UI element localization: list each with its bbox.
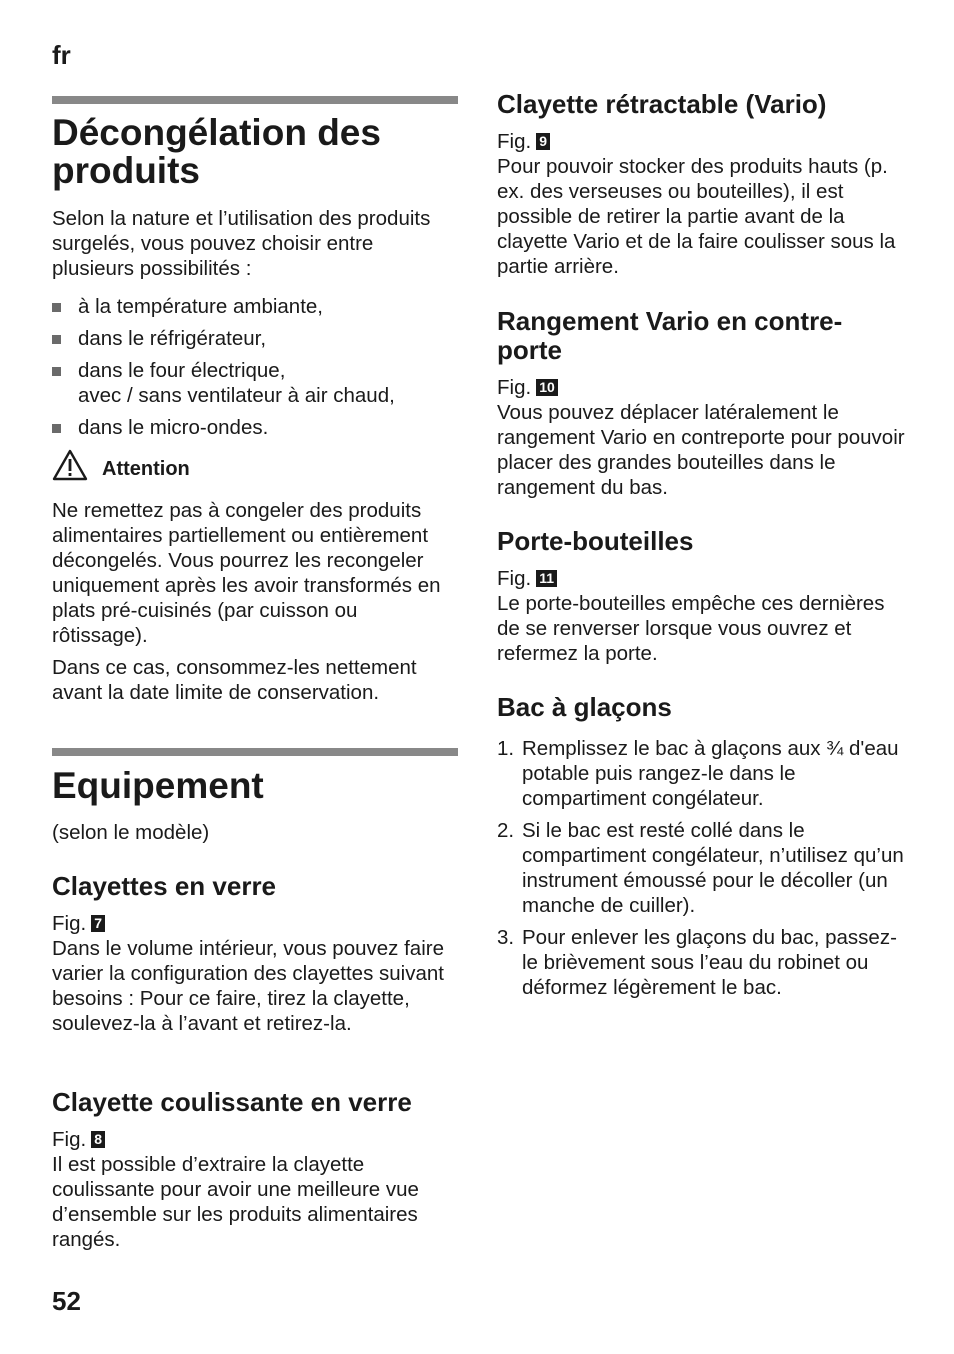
- list-item: 1. Remplissez le bac à glaçons aux ¾ d'eau potable puis rangez-le dans le compartiment congélateur.: [497, 737, 899, 810]
- section-title-decongelation: Décongélation des produits: [52, 112, 381, 191]
- figure-reference: Fig. 10: [497, 375, 907, 400]
- section-title-equipement: Equipement: [52, 765, 264, 806]
- figure-number-badge: 8: [91, 1131, 105, 1148]
- attention-label: Attention: [102, 458, 190, 480]
- bullet-icon: [52, 303, 61, 312]
- figure-number-badge: 11: [536, 570, 557, 587]
- figure-number-badge: 9: [536, 133, 550, 150]
- heading-porte-bouteilles: Porte-bouteilles: [497, 526, 694, 556]
- heading-clayettes-verre: Clayettes en verre: [52, 871, 277, 901]
- list-item: 2. Si le bac est resté collé dans le compartiment congélateur, n’utilisez qu’un instrument émoussé pour le décoller (un manche de cuiller).: [497, 819, 904, 917]
- figure-number-badge: 10: [536, 379, 558, 396]
- figure-reference: Fig. 8: [52, 1127, 458, 1152]
- list-item: dans le four électrique, avec / sans ventilateur à air chaud,: [52, 358, 458, 408]
- bullet-icon: [52, 367, 61, 376]
- list-item: 3. Pour enlever les glaçons du bac, passez-le brièvement sous l’eau du robinet ou déformez légèrement le bac.: [497, 926, 897, 999]
- attention-text: Ne remettez pas à congeler des produits alimentaires partiellement ou entièrement décongelés. Vous pourrez les recongeler uniquement après les avoir transformés en plats pré-cuisinés (par cuisson ou rôtissage).: [52, 499, 441, 647]
- intro-paragraph: Selon la nature et l’utilisation des produits surgelés, vous pouvez choisir entre plusieurs possibilités :: [52, 207, 431, 280]
- section-rule: [52, 748, 458, 756]
- figure-reference: Fig. 11: [497, 566, 907, 591]
- consume-note: Dans ce cas, consommez-les nettement avant la date limite de conservation.: [52, 656, 417, 704]
- heading-clayette-coulissante: Clayette coulissante en verre: [52, 1087, 412, 1117]
- warning-triangle-icon: [52, 449, 88, 481]
- steps-list: [497, 736, 907, 1007]
- heading-bac-glacons: Bac à glaçons: [497, 692, 672, 722]
- text-clayettes-verre: Dans le volume intérieur, vous pouvez faire varier la configuration des clayettes suivant besoins : Pour ce faire, tirez la clayette, soulevez-la à l’avant et retirez-la.: [52, 937, 444, 1035]
- bullet-list: [52, 294, 458, 447]
- text-clayette-coulissante: Il est possible d’extraire la clayette coulissante pour avoir une meilleure vue d’ensemble sur les produits alimentaires rangés.: [52, 1153, 419, 1251]
- figure-number-badge: 7: [91, 915, 105, 932]
- text-clayette-retractable: Pour pouvoir stocker des produits hauts (p. ex. des verseuses ou bouteilles), il est possible de retirer la partie avant de la clayette Vario et de la faire coulisser sous la partie arrière.: [497, 155, 896, 278]
- list-item: dans le micro-ondes.: [52, 415, 458, 440]
- language-tag: fr: [52, 40, 71, 70]
- attention-heading: [52, 448, 458, 481]
- figure-reference: Fig. 7: [52, 911, 458, 936]
- text-porte-bouteilles: Le porte-bouteilles empêche ces dernières de se renverser lorsque vous ouvrez et refermez la porte.: [497, 592, 885, 665]
- heading-clayette-retractable: Clayette rétractable (Vario): [497, 89, 827, 119]
- list-item: à la température ambiante,: [52, 294, 458, 319]
- list-item: dans le réfrigérateur,: [52, 326, 458, 351]
- page-number: 52: [52, 1286, 81, 1316]
- figure-reference: Fig. 9: [497, 129, 907, 154]
- bullet-icon: [52, 335, 61, 344]
- section-rule: [52, 96, 458, 104]
- heading-rangement-vario: Rangement Vario en contre-porte: [497, 306, 843, 365]
- bullet-icon: [52, 424, 61, 433]
- text-rangement-vario: Vous pouvez déplacer latéralement le rangement Vario en contreporte pour pouvoir placer des grandes bouteilles dans le rangement du bas.: [497, 401, 905, 499]
- model-note: (selon le modèle): [52, 821, 210, 844]
